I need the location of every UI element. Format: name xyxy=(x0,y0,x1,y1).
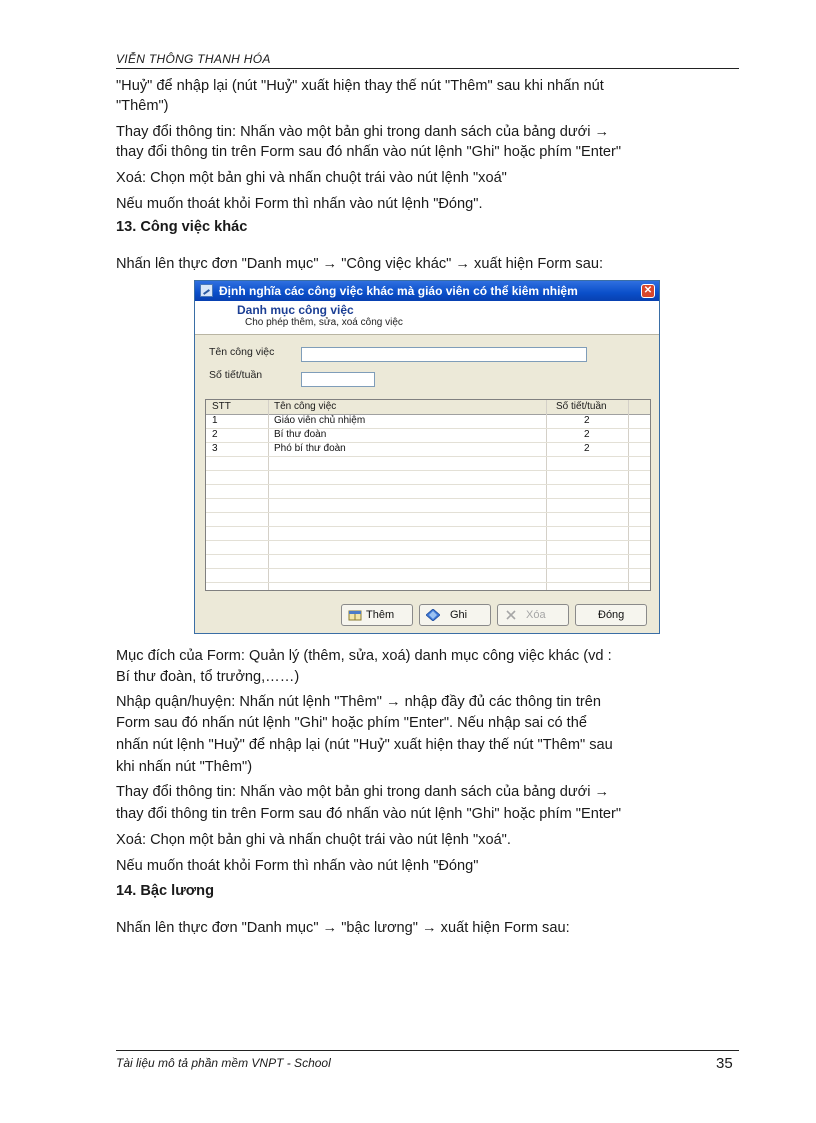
form-banner xyxy=(195,301,659,335)
periods-input[interactable] xyxy=(301,372,375,387)
close-button[interactable] xyxy=(575,604,647,626)
paragraph-line: Nhấn lên thực đơn "Danh mục" → "Công việc khác" → xuất hiện Form sau: xyxy=(116,256,604,272)
row-divider xyxy=(206,526,650,527)
paragraph-line: Nếu muốn thoát khỏi Form thì nhấn vào nút lệnh "Đóng" xyxy=(116,858,479,874)
row-divider xyxy=(206,498,650,499)
paragraph-line: khi nhấn nút "Thêm") xyxy=(116,759,253,775)
paragraph-line: "Thêm") xyxy=(116,98,169,114)
row-3-name[interactable]: Phó bí thư đoàn xyxy=(274,443,346,454)
row-divider xyxy=(206,456,650,457)
paragraph-line: Xoá: Chọn một bản ghi và nhấn chuột trái vào nút lệnh "xoá" xyxy=(116,170,507,186)
row-divider xyxy=(206,470,650,471)
row-3-periods[interactable]: 2 xyxy=(584,443,590,454)
delete-button-label: Xóa xyxy=(526,609,546,621)
add-button-label: Thêm xyxy=(366,609,395,621)
paragraph-line: Mục đích của Form: Quản lý (thêm, sửa, xoá) danh mục công việc khác (vd : xyxy=(116,648,612,664)
delete-icon xyxy=(504,609,518,621)
job-table[interactable] xyxy=(205,399,651,591)
row-3-stt[interactable]: 3 xyxy=(212,443,218,454)
column-header-name[interactable]: Tên công việc xyxy=(274,401,337,412)
row-divider xyxy=(206,484,650,485)
row-divider xyxy=(206,540,650,541)
save-button-label: Ghi xyxy=(450,609,468,621)
column-header-periods[interactable]: Số tiết/tuần xyxy=(556,401,607,412)
save-button[interactable] xyxy=(419,604,491,626)
add-button[interactable] xyxy=(341,604,413,626)
table-header xyxy=(206,400,650,415)
header-rule xyxy=(116,68,739,69)
row-1-name[interactable]: Giáo viên chủ nhiệm xyxy=(274,415,366,426)
delete-button[interactable] xyxy=(497,604,569,626)
paragraph-line: Thay đổi thông tin: Nhấn vào một bản ghi trong danh sách của bảng dưới → xyxy=(116,784,610,800)
save-icon xyxy=(426,609,440,621)
paragraph-line: Xoá: Chọn một bản ghi và nhấn chuột trái vào nút lệnh "xoá". xyxy=(116,832,511,848)
window-title: Định nghĩa các công việc khác mà giáo viên có thể kiêm nhiệm xyxy=(219,284,578,298)
paragraph-line: Nhập quận/huyện: Nhấn nút lệnh "Thêm" → nhập đầy đủ các thông tin trên xyxy=(116,694,601,710)
paragraph-line: Form sau đó nhấn nút lệnh "Ghi" hoặc phím "Enter". Nếu nhập sai có thể xyxy=(116,715,587,731)
job-name-input[interactable] xyxy=(301,347,587,362)
section-heading-14: 14. Bậc lương xyxy=(116,883,214,899)
banner-subtitle: Cho phép thêm, sửa, xoá công việc xyxy=(245,317,403,328)
paragraph-line: nhấn nút lệnh "Huỷ" để nhập lại (nút "Huỷ" xuất hiện thay thế nút "Thêm" sau xyxy=(116,737,613,753)
row-2-name[interactable]: Bí thư đoàn xyxy=(274,429,327,440)
row-divider xyxy=(206,582,650,583)
paragraph-line: thay đổi thông tin trên Form sau đó nhấn vào nút lệnh "Ghi" hoặc phím "Enter" xyxy=(116,144,622,160)
row-1-stt[interactable]: 1 xyxy=(212,415,218,426)
paragraph-line: Thay đổi thông tin: Nhấn vào một bản ghi trong danh sách của bảng dưới → xyxy=(116,124,610,140)
paragraph-line: "Huỷ" để nhập lại (nút "Huỷ" xuất hiện thay thế nút "Thêm" sau khi nhấn nút xyxy=(116,78,604,94)
row-1-periods[interactable]: 2 xyxy=(584,415,590,426)
periods-label: Số tiết/tuần xyxy=(209,369,263,381)
row-divider xyxy=(206,512,650,513)
window-titlebar[interactable] xyxy=(195,281,659,301)
add-record-icon xyxy=(348,609,362,621)
paragraph-line: Nhấn lên thực đơn "Danh mục" → "bậc lương" → xuất hiện Form sau: xyxy=(116,920,570,936)
paragraph-line: Bí thư đoàn, tổ trưởng,……) xyxy=(116,669,300,685)
header-title: VIỄN THÔNG THANH HÓA xyxy=(116,52,271,66)
footer-doc-title: Tài liệu mô tả phần mềm VNPT - School xyxy=(116,1056,331,1070)
paragraph-line: Nếu muốn thoát khỏi Form thì nhấn vào nút lệnh "Đóng". xyxy=(116,196,483,212)
row-2-stt[interactable]: 2 xyxy=(212,429,218,440)
column-header-stt[interactable]: STT xyxy=(212,401,231,412)
close-button-label: Đóng xyxy=(598,609,625,621)
row-divider xyxy=(206,554,650,555)
form-window xyxy=(194,280,660,634)
app-icon xyxy=(200,284,213,297)
job-name-label: Tên công việc xyxy=(209,346,275,358)
close-window-button[interactable]: ✕ xyxy=(641,284,655,298)
paragraph-line: thay đổi thông tin trên Form sau đó nhấn vào nút lệnh "Ghi" hoặc phím "Enter" xyxy=(116,806,622,822)
section-heading-13: 13. Công việc khác xyxy=(116,219,248,235)
page-number: 35 xyxy=(716,1055,733,1072)
banner-title: Danh mục công việc xyxy=(237,303,354,317)
footer-rule xyxy=(116,1050,739,1051)
row-divider xyxy=(206,568,650,569)
row-2-periods[interactable]: 2 xyxy=(584,429,590,440)
